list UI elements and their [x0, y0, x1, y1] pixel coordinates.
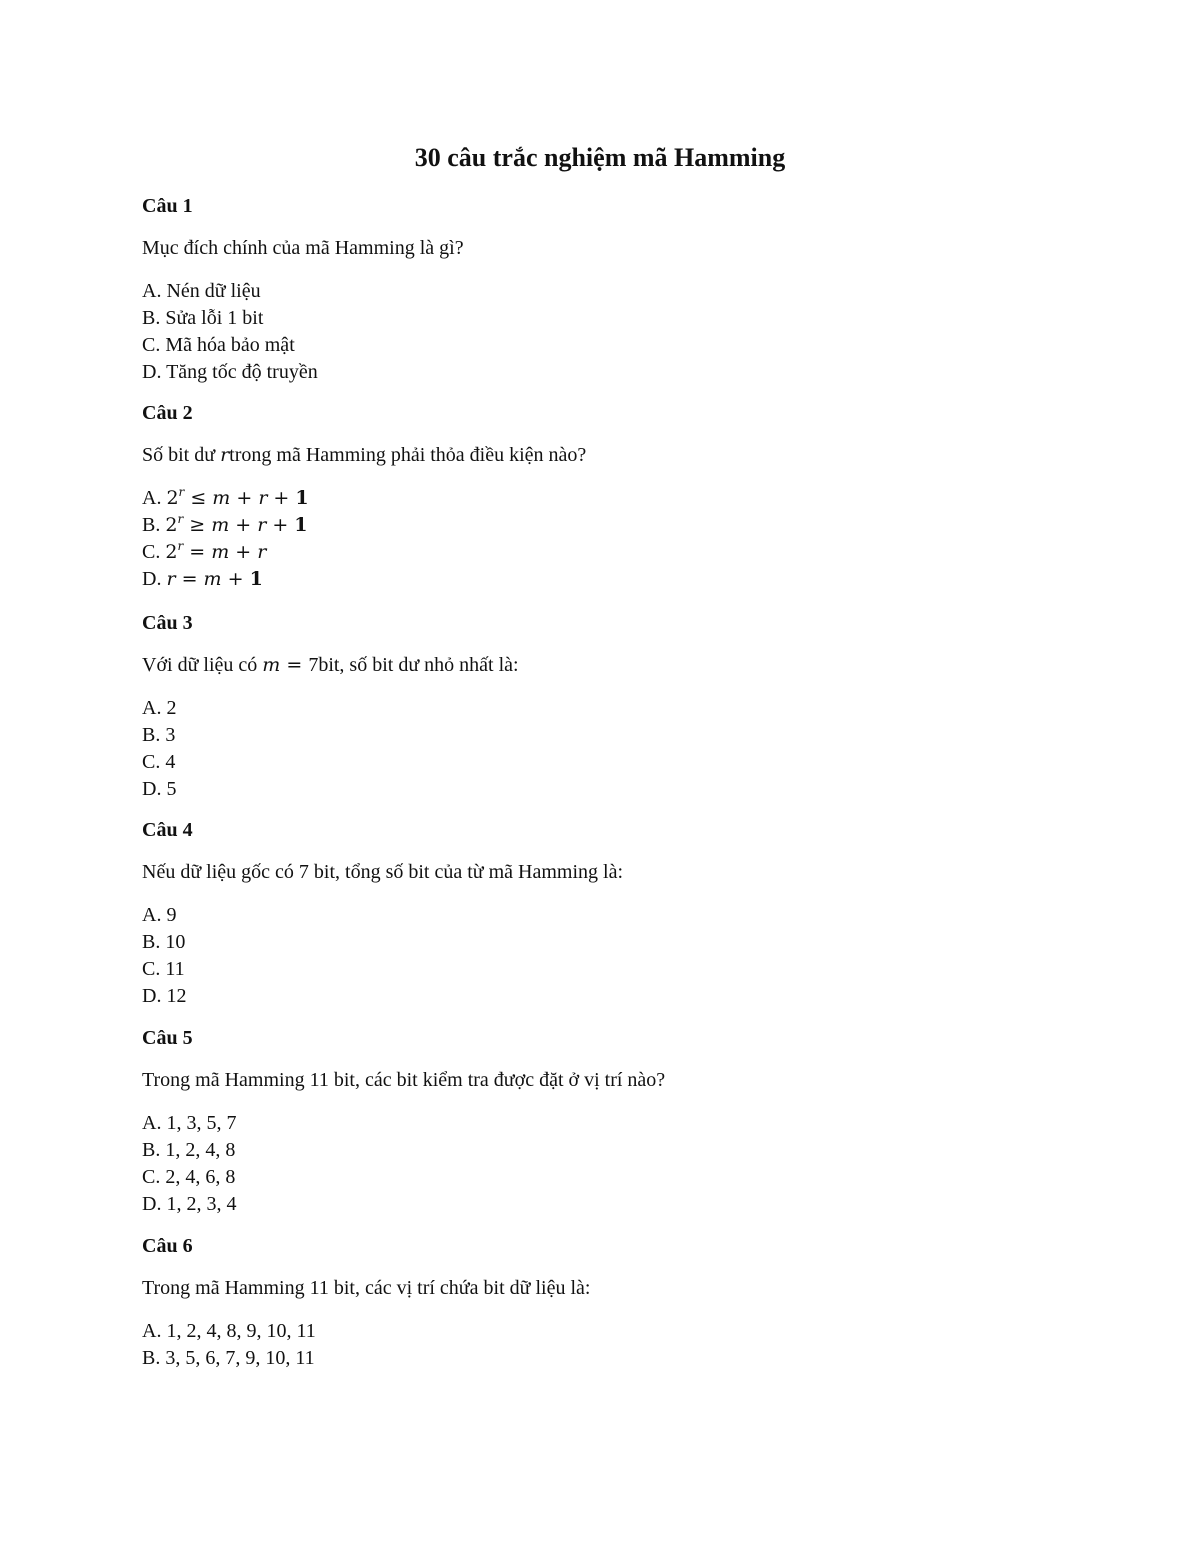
math-relation: ≤	[184, 487, 213, 509]
math-base: 2	[165, 541, 178, 563]
option-b: B. 10	[142, 931, 186, 953]
math-base: 2	[166, 487, 179, 509]
document-title: 30 câu trắc nghiệm mã Hamming	[414, 143, 786, 172]
math-rhs: m + r +	[212, 487, 296, 509]
math-rhs: m + r +	[211, 514, 295, 536]
option-b: B. 1, 2, 4, 8	[142, 1139, 236, 1161]
math-constant: 1	[249, 568, 263, 590]
question-heading: Câu 4	[142, 819, 193, 841]
math-formula	[166, 487, 308, 509]
option-b: B. Sửa lỗi 1 bit	[142, 307, 264, 329]
math-relation: =	[183, 541, 212, 563]
math-exponent: r	[177, 539, 184, 553]
option-d: D. 5	[142, 778, 177, 800]
question-text: Trong mã Hamming 11 bit, các vị trí chứa bit dữ liệu là:	[142, 1277, 591, 1299]
math-formula	[165, 514, 307, 536]
question-heading: Câu 2	[142, 402, 193, 424]
question-text: Nếu dữ liệu gốc có 7 bit, tổng số bit của từ mã Hamming là:	[142, 861, 624, 883]
option-c	[142, 539, 1062, 566]
question-text-start: Với dữ liệu có	[142, 654, 263, 676]
option-d: D. 12	[142, 985, 187, 1007]
option-c: C. 4	[142, 751, 176, 773]
option-c: C. 2, 4, 6, 8	[142, 1166, 236, 1188]
math-relation: ≥	[183, 514, 212, 536]
question-heading: Câu 6	[142, 1235, 193, 1257]
math-exponent: r	[177, 512, 184, 526]
option-c: C. 11	[142, 958, 185, 980]
option-label: A.	[142, 487, 167, 509]
option-list	[142, 278, 1062, 386]
option-c: C. Mã hóa bảo mật	[142, 334, 295, 356]
option-list	[142, 1110, 1062, 1218]
option-b	[142, 512, 1062, 539]
option-a: A. 9	[142, 904, 177, 926]
option-a: A. Nén dữ liệu	[142, 280, 261, 302]
option-label: B.	[142, 514, 166, 536]
math-exponent: r	[178, 485, 185, 499]
question-heading: Câu 1	[142, 195, 193, 217]
math-number: 7	[308, 654, 319, 676]
option-list	[142, 902, 1062, 1010]
option-a: A. 1, 3, 5, 7	[142, 1112, 237, 1134]
option-b: B. 3, 5, 6, 7, 9, 10, 11	[142, 1347, 315, 1369]
option-a: A. 2	[142, 697, 177, 719]
option-label: C.	[142, 541, 166, 563]
math-expression: m =	[262, 654, 309, 676]
question-text: Trong mã Hamming 11 bit, các bit kiểm tra được đặt ở vị trí nào?	[142, 1069, 666, 1091]
question-text-start: Số bit dư	[142, 444, 221, 466]
question-text	[142, 653, 1062, 677]
option-d	[142, 566, 1062, 593]
math-formula	[165, 541, 266, 563]
question-text: Mục đích chính của mã Hamming là gì?	[142, 237, 464, 259]
question-5	[142, 1026, 1062, 1218]
option-list	[142, 695, 1062, 803]
question-heading: Câu 5	[142, 1027, 193, 1049]
math-base: 2	[165, 514, 178, 536]
question-text	[142, 443, 1062, 467]
math-rhs: r = m +	[166, 568, 250, 590]
option-d: D. 1, 2, 3, 4	[142, 1193, 237, 1215]
option-d: D. Tăng tốc độ truyền	[142, 361, 318, 383]
math-constant: 1	[294, 514, 308, 536]
question-text-end: bit, số bit dư nhỏ nhất là:	[318, 654, 519, 676]
question-1	[142, 194, 1062, 386]
option-b: B. 3	[142, 724, 176, 746]
math-constant: 1	[295, 487, 309, 509]
option-a	[142, 485, 1062, 512]
math-formula	[166, 568, 262, 590]
option-a: A. 1, 2, 4, 8, 9, 10, 11	[142, 1320, 316, 1342]
math-rhs: m + r	[211, 541, 267, 563]
option-list	[142, 485, 1062, 593]
question-6	[142, 1234, 1062, 1372]
option-label: D.	[142, 568, 167, 590]
math-variable: r	[220, 444, 230, 466]
option-list	[142, 1318, 1062, 1372]
question-2	[142, 401, 1062, 593]
question-4	[142, 818, 1062, 1010]
question-3	[142, 611, 1062, 803]
question-text-end: trong mã Hamming phải thỏa điều kiện nào?	[229, 444, 587, 466]
question-heading: Câu 3	[142, 612, 193, 634]
